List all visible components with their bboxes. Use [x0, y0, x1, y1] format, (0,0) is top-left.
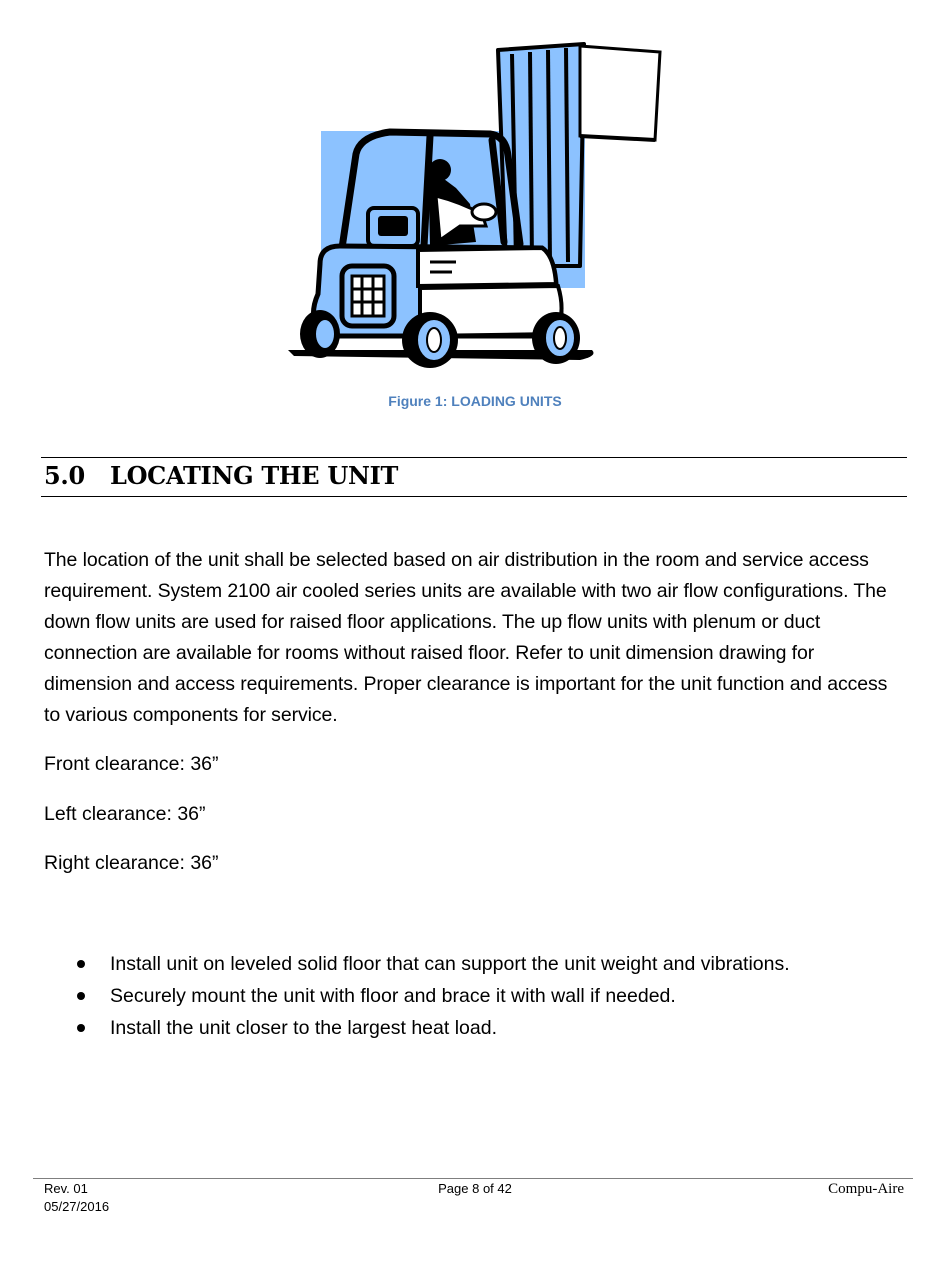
- section-title: LOCATING THE UNIT: [110, 461, 399, 490]
- bullet-icon: [77, 1024, 85, 1032]
- list-item-text: Install unit on leveled solid floor that can support the unit weight and vibrations.: [110, 953, 790, 975]
- bullet-icon: [77, 960, 85, 968]
- left-clearance: Left clearance: 36”: [44, 803, 206, 825]
- section-heading: [44, 460, 398, 492]
- footer-revision: Rev. 01: [44, 1181, 88, 1196]
- front-clearance: Front clearance: 36”: [44, 753, 219, 775]
- install-bullet-list: [0, 948, 790, 1044]
- footer-page-number: Page 8 of 42: [438, 1181, 512, 1196]
- heading-bottom-rule: [41, 496, 907, 497]
- list-item: [0, 948, 790, 980]
- footer-rule: [33, 1178, 913, 1179]
- footer-date: 05/27/2016: [44, 1199, 110, 1214]
- list-item: [0, 980, 790, 1012]
- forklift-figure: [280, 36, 670, 372]
- figure-caption: Figure 1: LOADING UNITS: [388, 393, 562, 409]
- list-item-text: Install the unit closer to the largest heat load.: [110, 1017, 497, 1039]
- cargo-box: [580, 46, 660, 140]
- section-number: 5.0: [44, 461, 85, 490]
- heading-top-rule: [41, 457, 907, 458]
- list-item: [0, 1012, 790, 1044]
- bullet-icon: [77, 992, 85, 1000]
- right-clearance: Right clearance: 36”: [44, 852, 219, 874]
- forklift-carrying-box-icon: [280, 36, 670, 372]
- body-paragraph: The location of the unit shall be selected based on air distribution in the room and service access requirement. System 2100 air cooled series units are available with two air flow configurations. The down flow units are used for raised floor applications. The up flow units with plenum or duct connection are available for rooms without raised floor. Refer to unit dimension drawing for dimension and access requirements. Proper clearance is important for the unit function and access to various components for service.: [44, 549, 888, 726]
- footer-company: Compu-Aire: [828, 1181, 904, 1197]
- list-item-text: Securely mount the unit with floor and brace it with wall if needed.: [110, 985, 676, 1007]
